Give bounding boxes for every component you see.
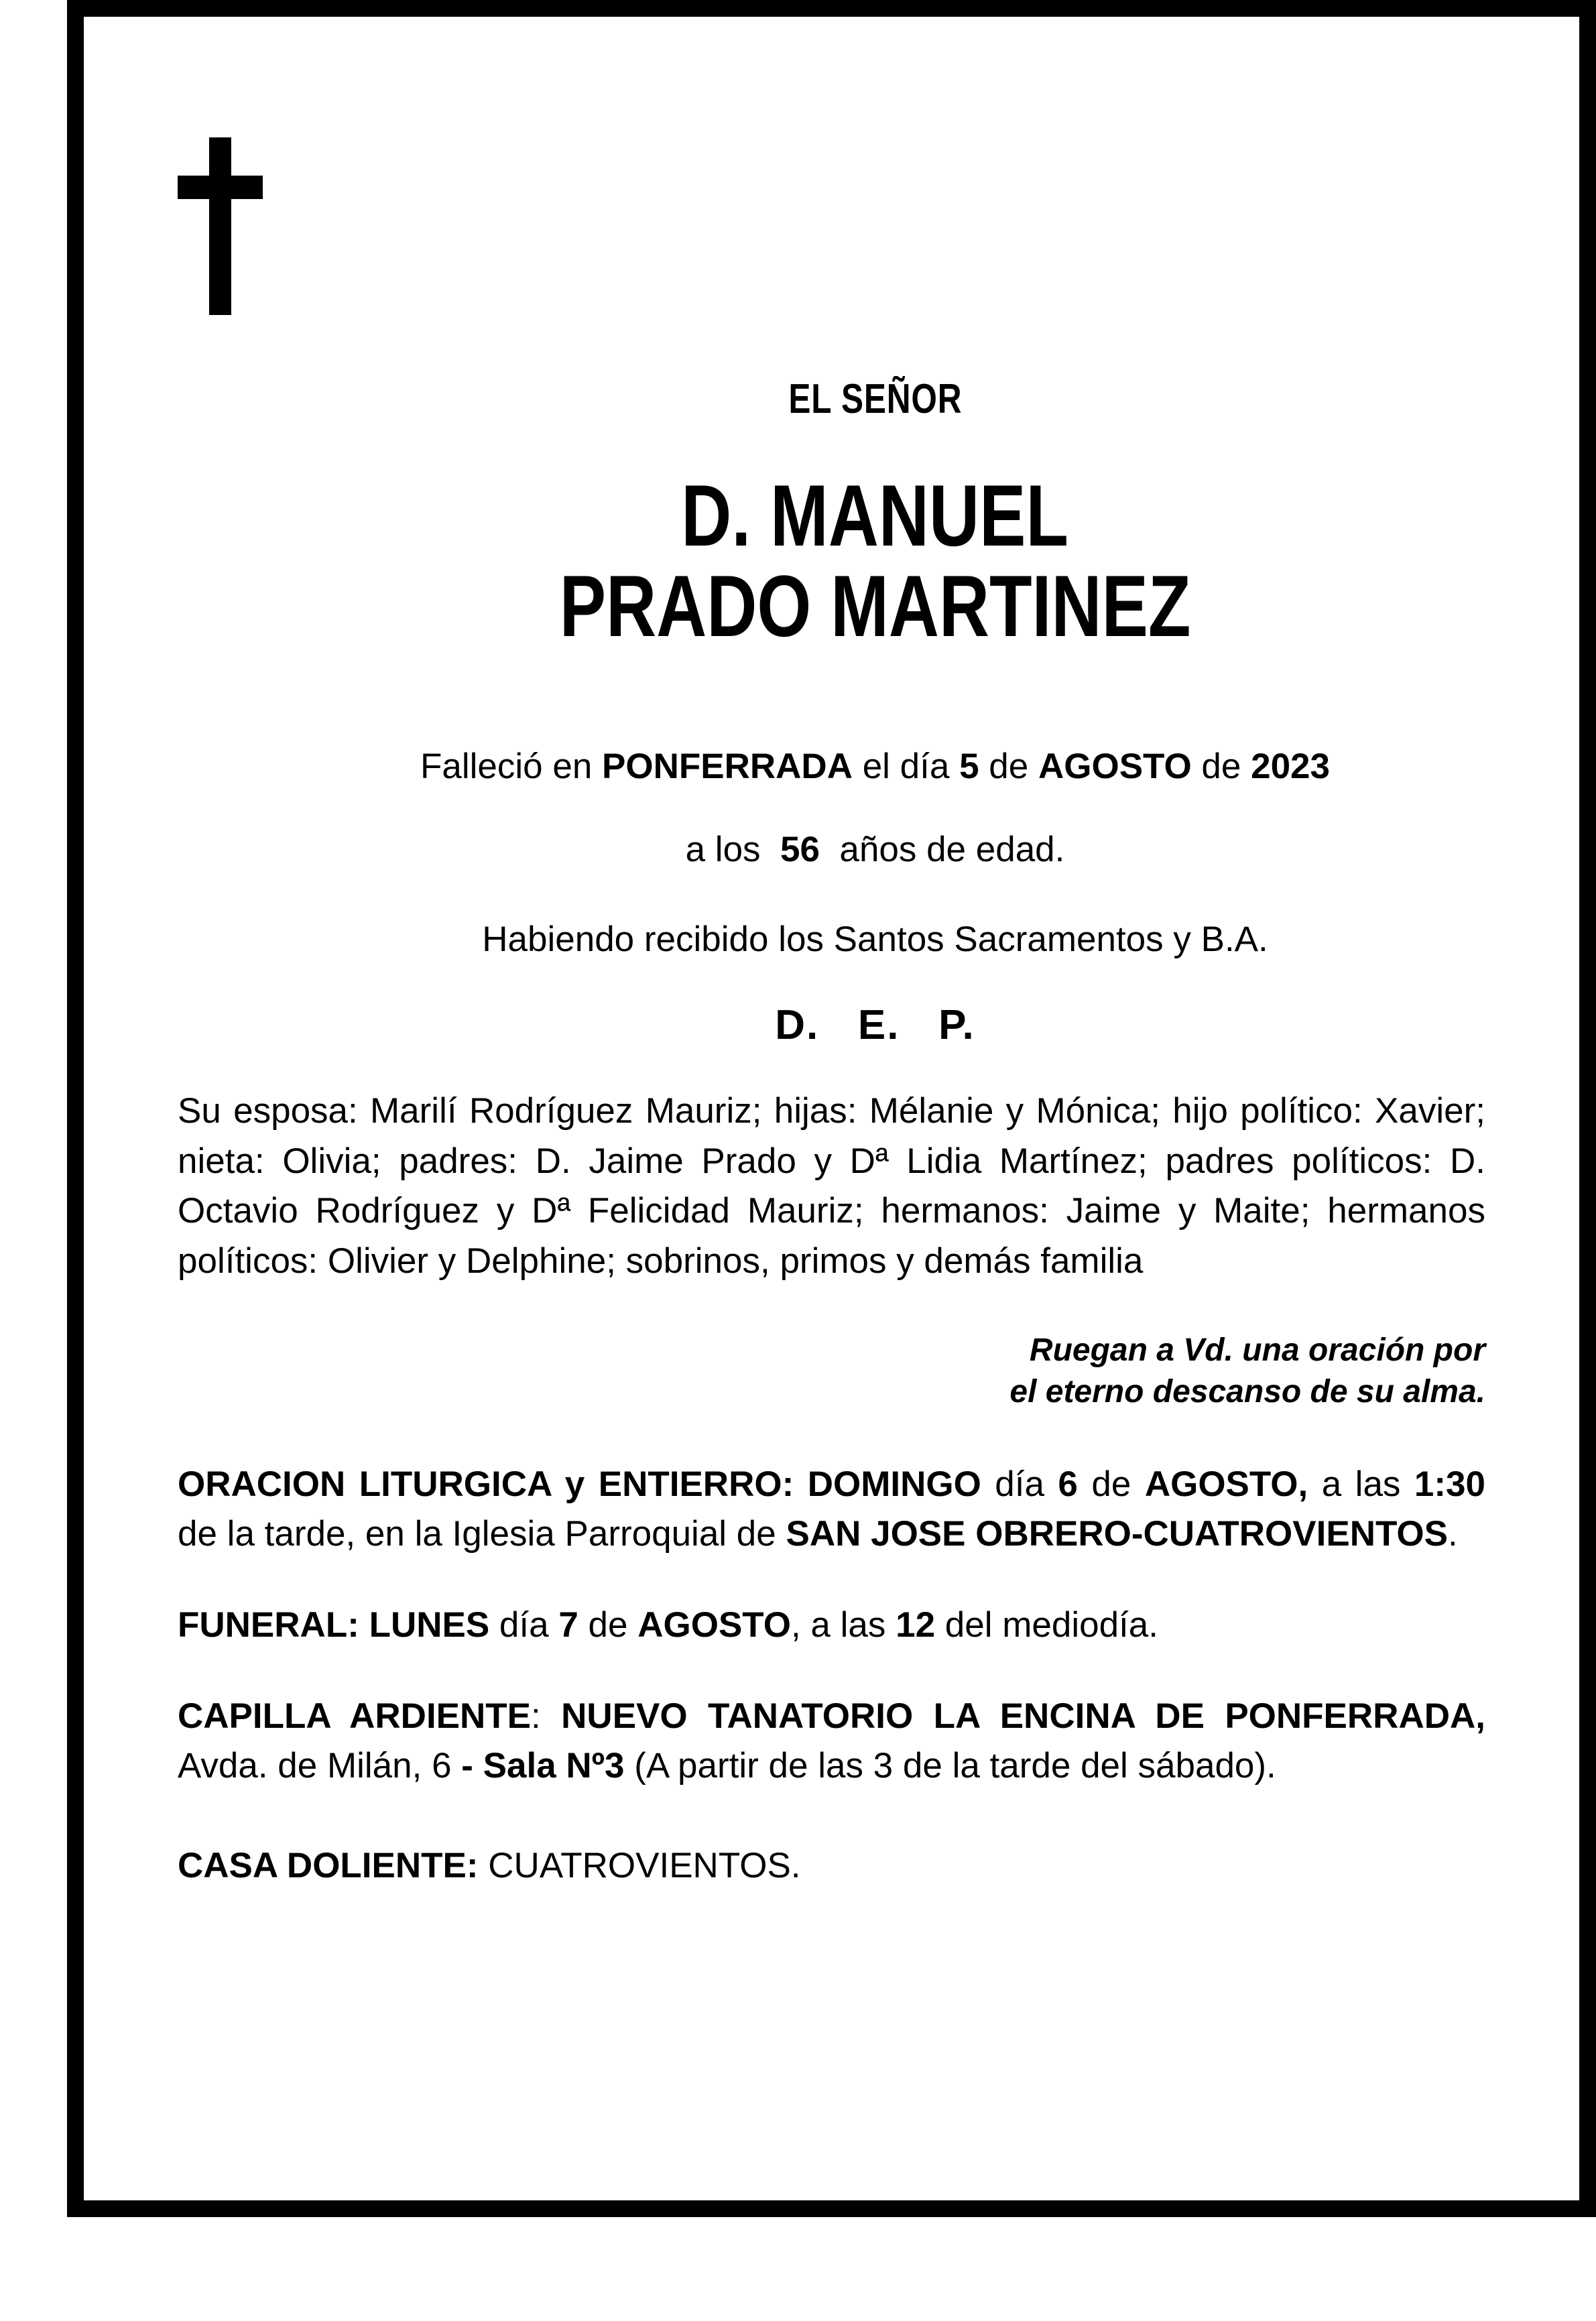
text-segment: del mediodía. [935, 1605, 1158, 1645]
text-segment: Habiendo recibido los Santos Sacramentos y B.A. [482, 920, 1268, 959]
deceased-name [265, 466, 1485, 655]
text-segment: AGOSTO [637, 1605, 791, 1645]
text-segment: PONFERRADA [602, 747, 853, 786]
text-segment: 5 [959, 747, 979, 786]
text-segment: a los [685, 830, 781, 869]
text-segment: , a las [790, 1605, 896, 1645]
deceased-name-line1: D. MANUEL [681, 466, 1069, 564]
death-place-date-line [265, 742, 1485, 792]
text-segment: años de edad. [819, 830, 1065, 869]
text-segment: 12 [896, 1605, 936, 1645]
text-segment: 7 [558, 1605, 578, 1645]
cross-vertical-bar [209, 137, 231, 315]
text-segment: 56 [780, 830, 820, 869]
text-segment: 6 [1058, 1464, 1078, 1504]
prayer-request-line1: Ruegan a Vd. una oración por [1029, 1332, 1485, 1368]
service-funeral [178, 1601, 1485, 1650]
text-segment: día [981, 1464, 1058, 1504]
text-segment: . [1447, 1514, 1458, 1554]
dep-abbreviation: D. E. P. [775, 1002, 975, 1048]
text-segment: de [979, 747, 1038, 786]
text-segment: FUNERAL: LUNES [178, 1605, 490, 1645]
text-segment: día [489, 1605, 559, 1645]
prayer-request-line2: el eterno descanso de su alma. [1009, 1374, 1485, 1409]
text-segment: AGOSTO, [1144, 1464, 1308, 1504]
text-segment: SAN JOSE OBRERO-CUATROVIENTOS [786, 1514, 1448, 1554]
text-segment: - Sala Nº3 [461, 1746, 625, 1785]
text-segment: CASA DOLIENTE: [178, 1846, 479, 1885]
text-segment: de la tarde, en la Iglesia Parroquial de [178, 1514, 786, 1554]
text-segment: NUEVO TANATORIO LA ENCINA DE PONFERRADA, [561, 1696, 1485, 1736]
text-segment: ORACION LITURGICA y ENTIERRO: DOMINGO [178, 1464, 981, 1504]
pretitle-text: EL SEÑOR [788, 376, 963, 422]
text-segment: CAPILLA ARDIENTE [178, 1696, 532, 1736]
text-segment: el día [852, 747, 960, 786]
sacraments-line [265, 915, 1485, 964]
text-segment: Su esposa: Marilí Rodríguez Mauriz; hijas: Mélanie y Mónica; hijo político: Xavier; nieta: Olivia; padres: D. Jaime Prado y Dª Lidia Martínez; padres políticos: D. Octavio Rodríguez y Dª Felicidad Mauriz; hermanos: Jaime y Maite; hermanos políticos: Olivier y Delphine; sobrinos, primos y demás familia [178, 1091, 1485, 1281]
text-segment: 1:30 [1414, 1464, 1485, 1504]
text-segment: : [531, 1696, 562, 1736]
deceased-name-line2: PRADO MARTINEZ [559, 557, 1191, 655]
text-segment: CUATROVIENTOS. [478, 1846, 801, 1885]
text-segment: de [1191, 747, 1251, 786]
text-segment: de [1077, 1464, 1145, 1504]
prayer-request [178, 1330, 1485, 1413]
service-oracion-entierro [178, 1460, 1485, 1559]
service-capilla-ardiente [178, 1692, 1485, 1791]
text-segment: Falleció en [420, 747, 603, 786]
service-casa-doliente [178, 1841, 1485, 1891]
cross-horizontal-bar [178, 176, 263, 199]
text-segment: de [578, 1605, 638, 1645]
age-line [265, 825, 1485, 875]
obituary-frame [67, 0, 1596, 2217]
pretitle [265, 375, 1485, 424]
text-segment: AGOSTO [1038, 747, 1192, 786]
text-segment: Avda. de Milán, 6 [178, 1746, 462, 1785]
obituary-content [84, 137, 1579, 2321]
text-segment: a las [1308, 1464, 1414, 1504]
family-paragraph [178, 1086, 1485, 1286]
latin-cross-icon [178, 137, 263, 315]
text-segment: 2023 [1251, 747, 1330, 786]
text-segment: (A partir de las 3 de la tarde del sábado). [624, 1746, 1276, 1785]
